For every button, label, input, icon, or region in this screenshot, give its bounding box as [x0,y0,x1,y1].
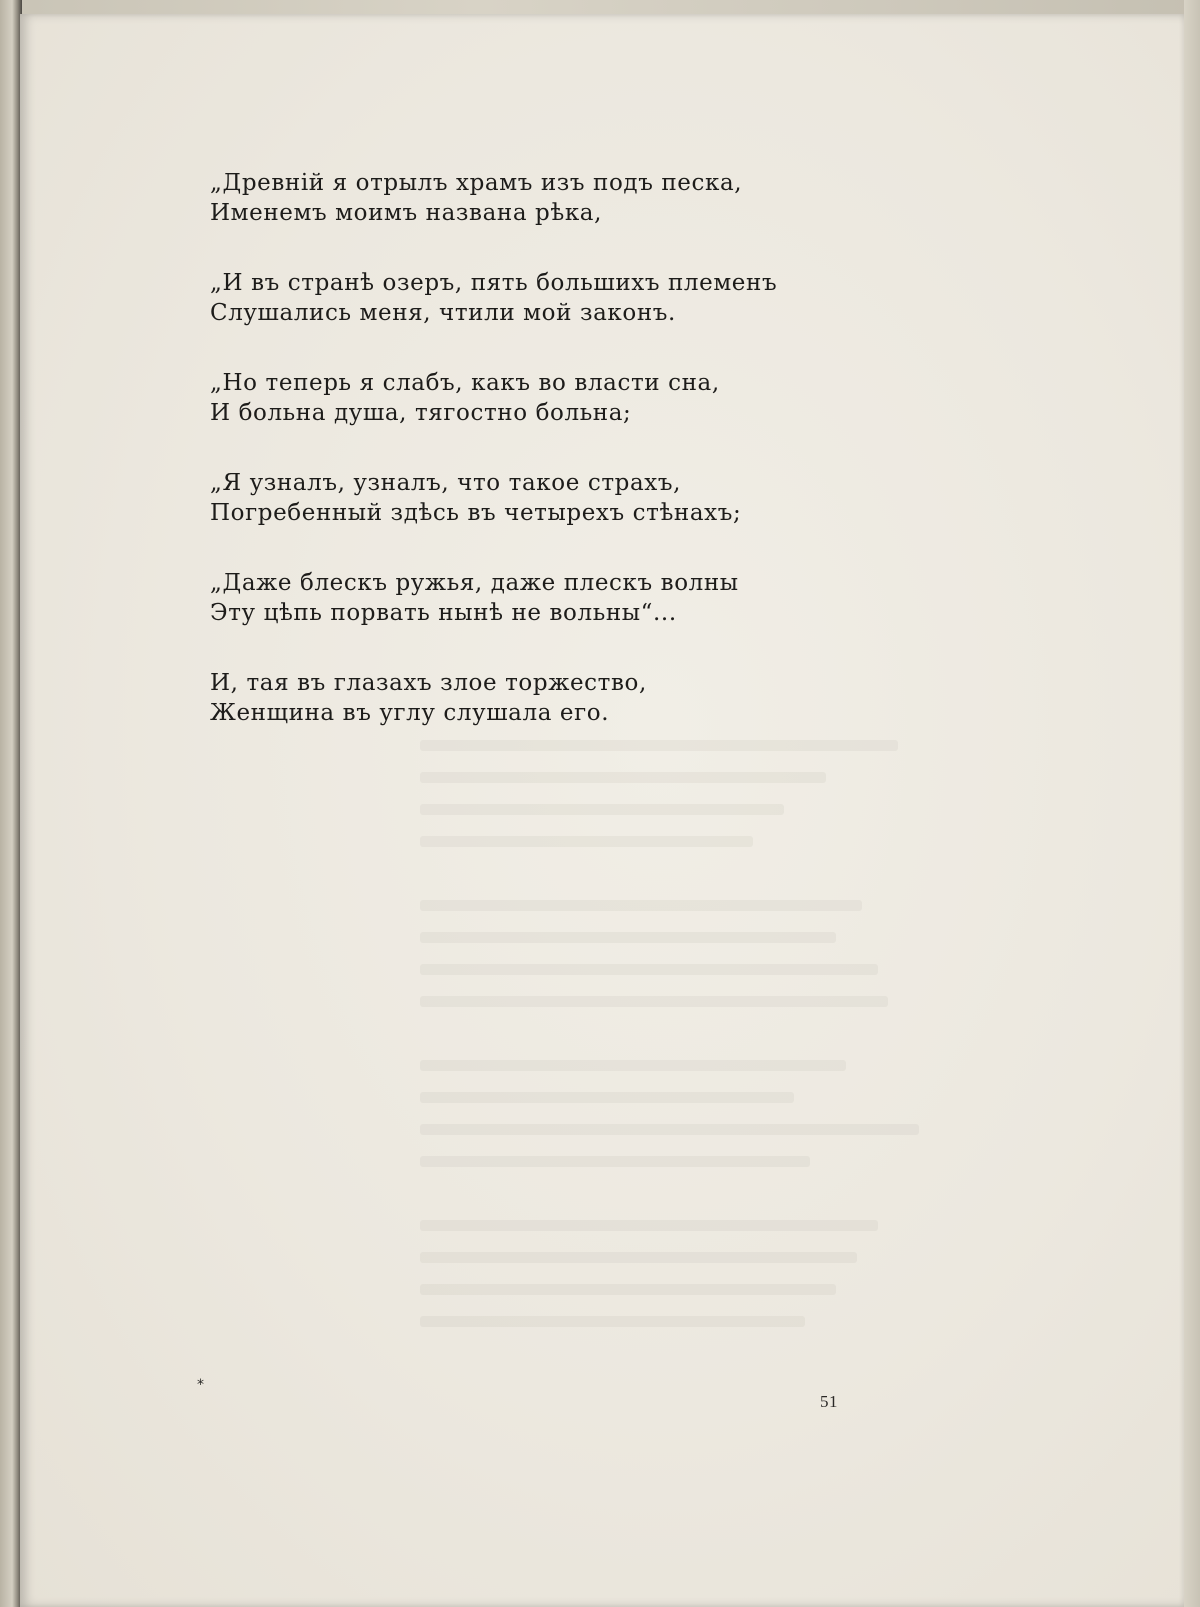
poem-line: „Даже блескъ ружья, даже плескъ волны [210,570,739,596]
poem-line: „Я узналъ, узналъ, что такое страхъ, [210,470,681,496]
poem-line: „Но теперь я слабъ, какъ во власти сна, [210,370,720,396]
poem-line: И больна душа, тягостно больна; [210,400,632,426]
stanza-2 [210,268,910,328]
stanza-5 [210,568,910,628]
poem-text [210,168,910,768]
stanza-6 [210,668,910,728]
right-scanner-edge [1184,0,1200,1607]
poem-line: Погребенный здѣсь въ четырехъ стѣнахъ; [210,500,742,526]
book-spine [0,0,22,1607]
poem-line: „И въ странѣ озеръ, пять большихъ племенъ [210,270,778,296]
poem-line: Слушались меня, чтили мой законъ. [210,300,676,326]
stanza-4 [210,468,910,528]
poem-line: Эту цѣпь порвать нынѣ не вольны“... [210,600,677,626]
stanza-1 [210,168,910,228]
footnote-mark: * [197,1377,204,1393]
poem-line: И, тая въ глазахъ злое торжество, [210,670,647,696]
stanza-3 [210,368,910,428]
poem-line: Женщина въ углу слушала его. [210,700,610,726]
poem-line: „Древній я отрылъ храмъ изъ подъ песка, [210,170,743,196]
page-number: 51 [820,1392,838,1411]
poem-line: Именемъ моимъ названа рѣка, [210,200,603,226]
